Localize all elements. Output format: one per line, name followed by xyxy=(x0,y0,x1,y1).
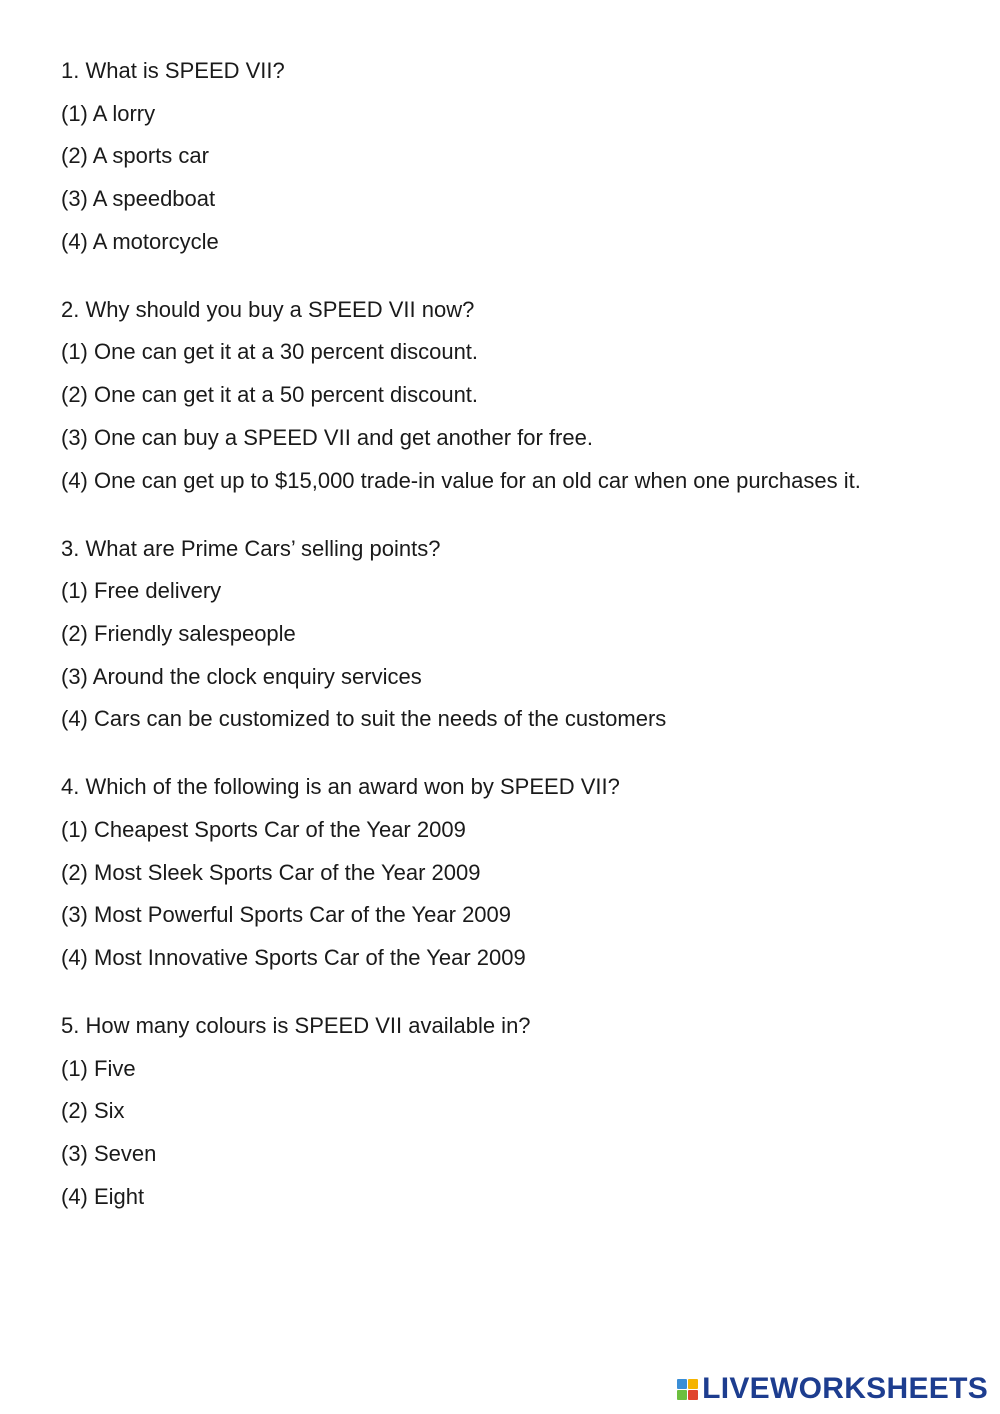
answer-option: (4) Most Innovative Sports Car of the Year 2009 xyxy=(61,945,526,970)
answer-option: (2) Most Sleek Sports Car of the Year 2009 xyxy=(61,859,481,885)
answer-option: (2) One can get it at a 50 percent discount. xyxy=(61,382,479,408)
question-4 xyxy=(61,774,961,971)
answer-option: (3) One can buy a SPEED VII and get another for free. xyxy=(61,424,593,450)
answer-option: (3) Most Powerful Sports Car of the Year 2009 xyxy=(61,902,512,928)
answer-option: (4) One can get up to $15,000 trade-in value for an old car when one purchases it. xyxy=(61,467,861,493)
answer-option: (3) A speedboat xyxy=(61,186,216,212)
answer-option: (3) Around the clock enquiry services xyxy=(61,663,422,689)
question-5 xyxy=(61,1013,961,1210)
logo-square xyxy=(677,1390,687,1400)
question-prompt: 5. How many colours is SPEED VII available in? xyxy=(61,1013,531,1038)
answer-option: (2) A sports car xyxy=(61,143,209,169)
answer-option: (1) Cheapest Sports Car of the Year 2009 xyxy=(61,816,466,842)
answer-option: (2) Friendly salespeople xyxy=(61,620,296,646)
answer-option: (1) One can get it at a 30 percent discount. xyxy=(61,339,479,365)
logo-square xyxy=(688,1379,698,1389)
question-prompt: 2. Why should you buy a SPEED VII now? xyxy=(61,296,475,322)
answer-option: (1) A lorry xyxy=(61,100,156,126)
logo-text: LIVEWORKSHEETS xyxy=(702,1372,988,1405)
question-3 xyxy=(61,536,961,733)
question-prompt: 1. What is SPEED VII? xyxy=(61,58,285,83)
worksheet xyxy=(61,58,961,1252)
answer-option: (1) Free delivery xyxy=(61,578,222,604)
answer-option: (2) Six xyxy=(61,1098,125,1124)
answer-option: (4) Cars can be customized to suit the needs of the customers xyxy=(61,706,667,732)
answer-option: (4) Eight xyxy=(61,1183,145,1209)
question-2 xyxy=(61,297,961,494)
question-prompt: 3. What are Prime Cars’ selling points? xyxy=(61,535,441,561)
answer-option: (3) Seven xyxy=(61,1141,157,1167)
question-1 xyxy=(61,58,961,255)
liveworksheets-mark-icon xyxy=(677,1379,698,1400)
liveworksheets-logo xyxy=(677,1372,988,1406)
answer-option: (4) A motorcycle xyxy=(61,228,219,254)
answer-option: (1) Five xyxy=(61,1055,136,1081)
logo-square xyxy=(688,1390,698,1400)
question-prompt: 4. Which of the following is an award won by SPEED VII? xyxy=(61,774,620,800)
logo-square xyxy=(677,1379,687,1389)
